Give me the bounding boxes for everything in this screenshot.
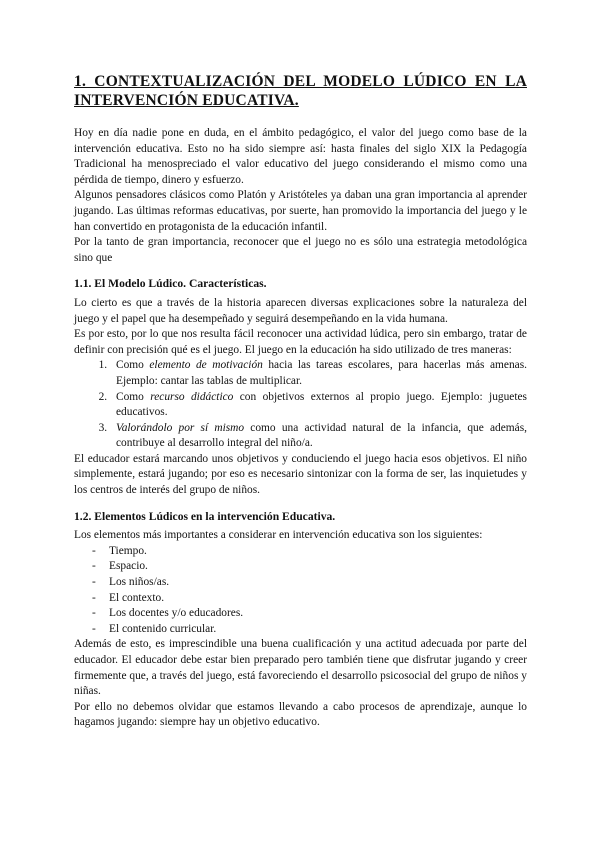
dash-list (74, 544, 527, 638)
section-1-paragraph-2: Es por esto, por lo que nos resulta fácil reconocer una actividad lúdica, pero sin embargo, tratar de definir con precisión qué es el juego. El juego en la educación ha sido utilizado de tres maneras: (74, 328, 527, 356)
dash-bullet: - (92, 622, 96, 635)
section-2-paragraph-2: Además de esto, es imprescindible una buena cualificación y una actitud adecuada por parte del educador. El educador debe estar bien preparado pero también tiene que disfrutar jugando y creer firmemente que, a través del juego, está favoreciendo el desarrollo psicosocial del grupo de niños y niñas. (74, 638, 527, 698)
list-item: 1. Como elemento de motivación hacia las tareas escolares, para hacerlas más amenas. Ejemplo: cantar las tablas de multiplicar. (110, 358, 527, 389)
intro-paragraph-1: Hoy en día nadie pone en duda, en el ámbito pedagógico, el valor del juego como base de la intervención educativa. Esto no ha sido siempre así: hasta finales del siglo XIX la Pedagogía Tradicional ha menospreciado el valor educativo del juego considerando el mismo como una pérdida de tiempo, dinero y esfuerzo. (74, 127, 527, 186)
list-item: - Los docentes y/o educadores. (92, 606, 527, 622)
section-1-paragraph-1: Lo cierto es que a través de la historia aparecen diversas explicaciones sobre la naturaleza del juego y el papel que ha desempeñado y seguirá desempeñando en la vida humana. (74, 296, 527, 325)
section-1-heading: 1.1. El Modelo Lúdico. Características. (74, 277, 267, 291)
section-2-paragraph-3: Por ello no debemos olvidar que estamos llevando a cabo procesos de aprendizaje, aunque lo hagamos jugando: siempre hay un objetivo educativo. (74, 700, 527, 729)
dash-bullet: - (92, 576, 96, 589)
list-item: - Los niños/as. (92, 575, 527, 591)
dash-bullet: - (92, 607, 96, 620)
list-item-emphasis: Valorándolo por sí mismo (116, 421, 245, 434)
dash-bullet: - (92, 591, 96, 604)
dash-bullet: - (92, 544, 96, 557)
section-2-paragraph-1: Los elementos más importantes a considerar en intervención educativa son los siguientes: (74, 529, 483, 542)
list-item: 2. Como recurso didáctico con objetivos externos al propio juego. Ejemplo: juguetes educativos. (110, 390, 527, 421)
numbered-list (74, 358, 527, 452)
section-1-paragraph-3: El educador estará marcando unos objetivos y conduciendo el juego hacia esos objetivos. El niño simplemente, estará jugando; por eso es necesario sintonizar con la forma de ser, las inquietudes y los centros de interés del grupo de niños. (74, 452, 527, 497)
dash-bullet: - (92, 560, 96, 573)
list-item: - El contenido curricular. (92, 622, 527, 638)
list-item-emphasis: elemento de motivación (149, 359, 263, 372)
section-2-heading: 1.2. Elementos Lúdicos en la intervención Educativa. (74, 509, 336, 523)
list-item: - Tiempo. (92, 544, 527, 560)
list-item: - Espacio. (92, 559, 527, 575)
list-item: - El contexto. (92, 591, 527, 607)
list-item-emphasis: recurso didáctico (150, 390, 234, 403)
intro-paragraph-2: Algunos pensadores clásicos como Platón y Aristóteles ya daban una gran importancia al aprender jugando. Las últimas reformas educativas, por suerte, han promovido la importancia del juego y le han convertido en protagonista de la educación infantil. (74, 189, 527, 233)
intro-paragraph-3: Por la tanto de gran importancia, reconocer que el juego no es sólo una estrategia metodológica sino que (74, 236, 527, 264)
document-content (74, 72, 527, 731)
document-title: 1. CONTEXTUALIZACIÓN DEL MODELO LÚDICO EN LA INTERVENCIÓN EDUCATIVA. (74, 73, 527, 109)
list-item: 3. Valorándolo por sí mismo como una actividad natural de la infancia, que además, contribuye al desarrollo integral del niño/a. (110, 421, 527, 452)
